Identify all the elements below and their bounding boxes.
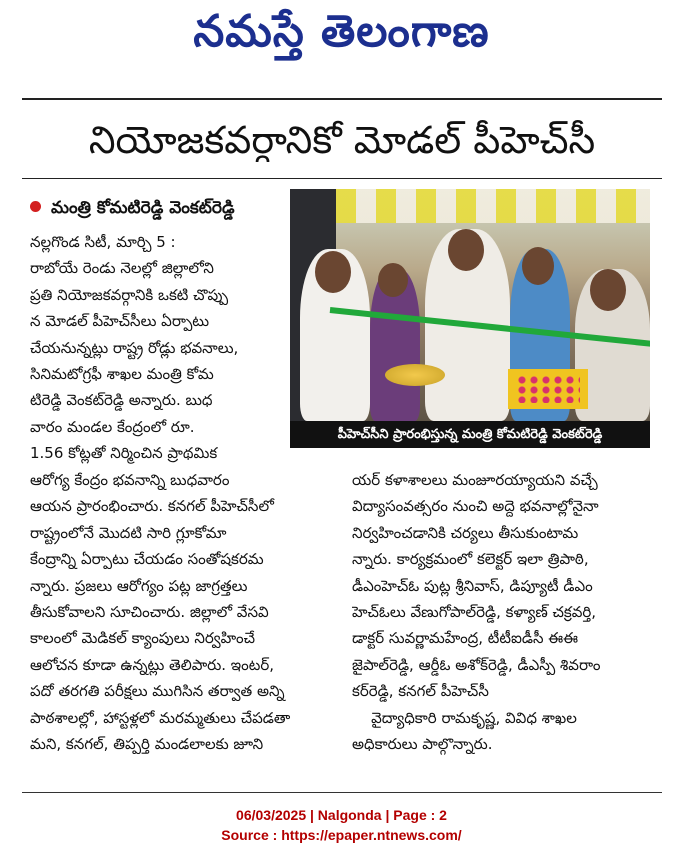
footer-date-edition: 06/03/2025 | Nalgonda | Page : 2 [236,807,447,823]
byline [30,198,235,222]
text-line: వారం మండల కేంద్రంలో రూ. [30,417,195,436]
article-column-1-continued [30,467,346,757]
headline-rule [22,178,662,179]
headline: నియోజకవర్గానికో మోడల్ పీహెచ్‌సీ [88,118,596,162]
footer [0,805,683,845]
news-photo [290,189,650,421]
top-rule [22,98,662,100]
photo-caption: పీహెచ్‌సీని ప్రారంభిస్తున్న మంత్రి కోమటిరెడ్డి వెంకట్‌రెడ్డి [337,427,603,442]
photo-awning [336,189,650,223]
text-line: కర్‌రెడ్డి, కనగల్ పీహెచ్‌సీ [352,682,489,701]
flower-plate [385,364,445,386]
text-line: కాలంలో మెడికల్ క్యాంపులు నిర్వహించే [30,629,255,648]
article-column-2 [352,467,652,757]
text-line: ఆరోగ్య కేంద్రం భవనాన్ని బుధవారం [30,471,230,489]
text-line: విద్యాసంవత్సరం నుంచి అద్దె భవనాల్లోనైనా [352,497,599,516]
text-line: న్నారు. ప్రజలు ఆరోగ్యం పట్ల జాగ్రత్తలు [30,576,248,595]
text-line: యర్ కళాశాలలు మంజూరయ్యాయని వచ్చే [352,471,598,489]
text-line: సినిమటోగ్రఫీ శాఖల మంత్రి కోమ [30,365,214,384]
newspaper-logo: నమస్తే తెలంగాణ [193,6,490,57]
text-line: చేయనున్నట్లు రాష్ట్ర రోడ్లు భవనాలు, [30,338,239,357]
photo-head [378,263,408,297]
text-line: న్నారు. కార్యక్రమంలో కలెక్టర్ ఇలా త్రిపాఠి, [352,550,589,569]
footer-source[interactable]: Source : https://epaper.ntnews.com/ [221,827,462,843]
text-line: నిర్వహించడానికి చర్యలు తీసుకుంటామ [352,523,579,542]
text-line: రాబోయే రెండు నెలల్లో జిల్లాలోని [30,259,214,278]
text-line: మని, కనగల్, తిప్పర్తి మండలాలకు జూని [30,735,264,754]
text-line: ఆయన ప్రారంభించారు. కనగల్ పీహెచ్‌సీలో [30,497,274,516]
text-line: నల్లగొండ సిటీ, మార్చి 5 : [30,233,176,251]
text-line: 1.56 కోట్లతో నిర్మించిన ప్రాథమిక [30,444,218,463]
text-line: ప్రతి నియోజకవర్గానికి ఒకటి చొప్పు [30,285,229,304]
photo-head [522,247,554,285]
masthead [0,0,683,78]
text-line: పాఠశాలల్లో, హాస్టళ్లలో మరమ్మతులు చేపడతా [30,708,291,727]
text-line: వైద్యాధికారి రామకృష్ణ, వివిధ శాఖల [352,708,577,727]
text-line: రాష్ట్రంలోనే మొదటి సారి గ్లూకోమా [30,523,227,542]
flower-tray [508,369,588,409]
byline-text: మంత్రి కోమటిరెడ్డి వెంకట్‌రెడ్డి [51,198,235,218]
text-line: డీఎంహెచ్‌ఓ పుట్ల శ్రీనివాస్, డిప్యూటీ డీఎం [352,576,593,595]
text-line: హెచ్‌ఓలు వేణుగోపాల్‌రెడ్డి, కళ్యాణ్ చక్రవర్తి, [352,603,597,622]
footer-rule [22,792,662,793]
text-line: కేంద్రాన్ని ఏర్పాటు చేయడం సంతోషకరమ [30,550,264,569]
text-line: తీసుకోవాలని సూచించారు. జిల్లాలో వేసవి [30,603,269,622]
text-line: డాక్టర్ సువర్ణామహేంద్ర, టీటీఐడీసీ ఈఈ [352,629,579,648]
text-line: పదో తరగతి పరీక్షలు ముగిసిన తర్వాత అన్ని [30,682,285,701]
photo-head [315,251,351,293]
text-line: జైపాల్‌రెడ్డి, ఆర్డీఓ అశోక్‌రెడ్డి, డీఎస్పీ శివరాం [352,655,601,674]
photo-head [448,229,484,271]
article-column-1 [30,229,288,467]
text-line: న మోడల్ పీహెచ్‌సీలు ఏర్పాటు [30,312,210,331]
text-line: టిరెడ్డి వెంకట్‌రెడ్డి అన్నారు. బుధ [30,391,213,410]
bullet-icon [30,201,41,212]
text-line: ఆలోచన కూడా ఉన్నట్లు తెలిపారు. ఇంటర్, [30,655,274,674]
text-line: అధికారులు పాల్గొన్నారు. [352,735,493,754]
photo-head [590,269,626,311]
